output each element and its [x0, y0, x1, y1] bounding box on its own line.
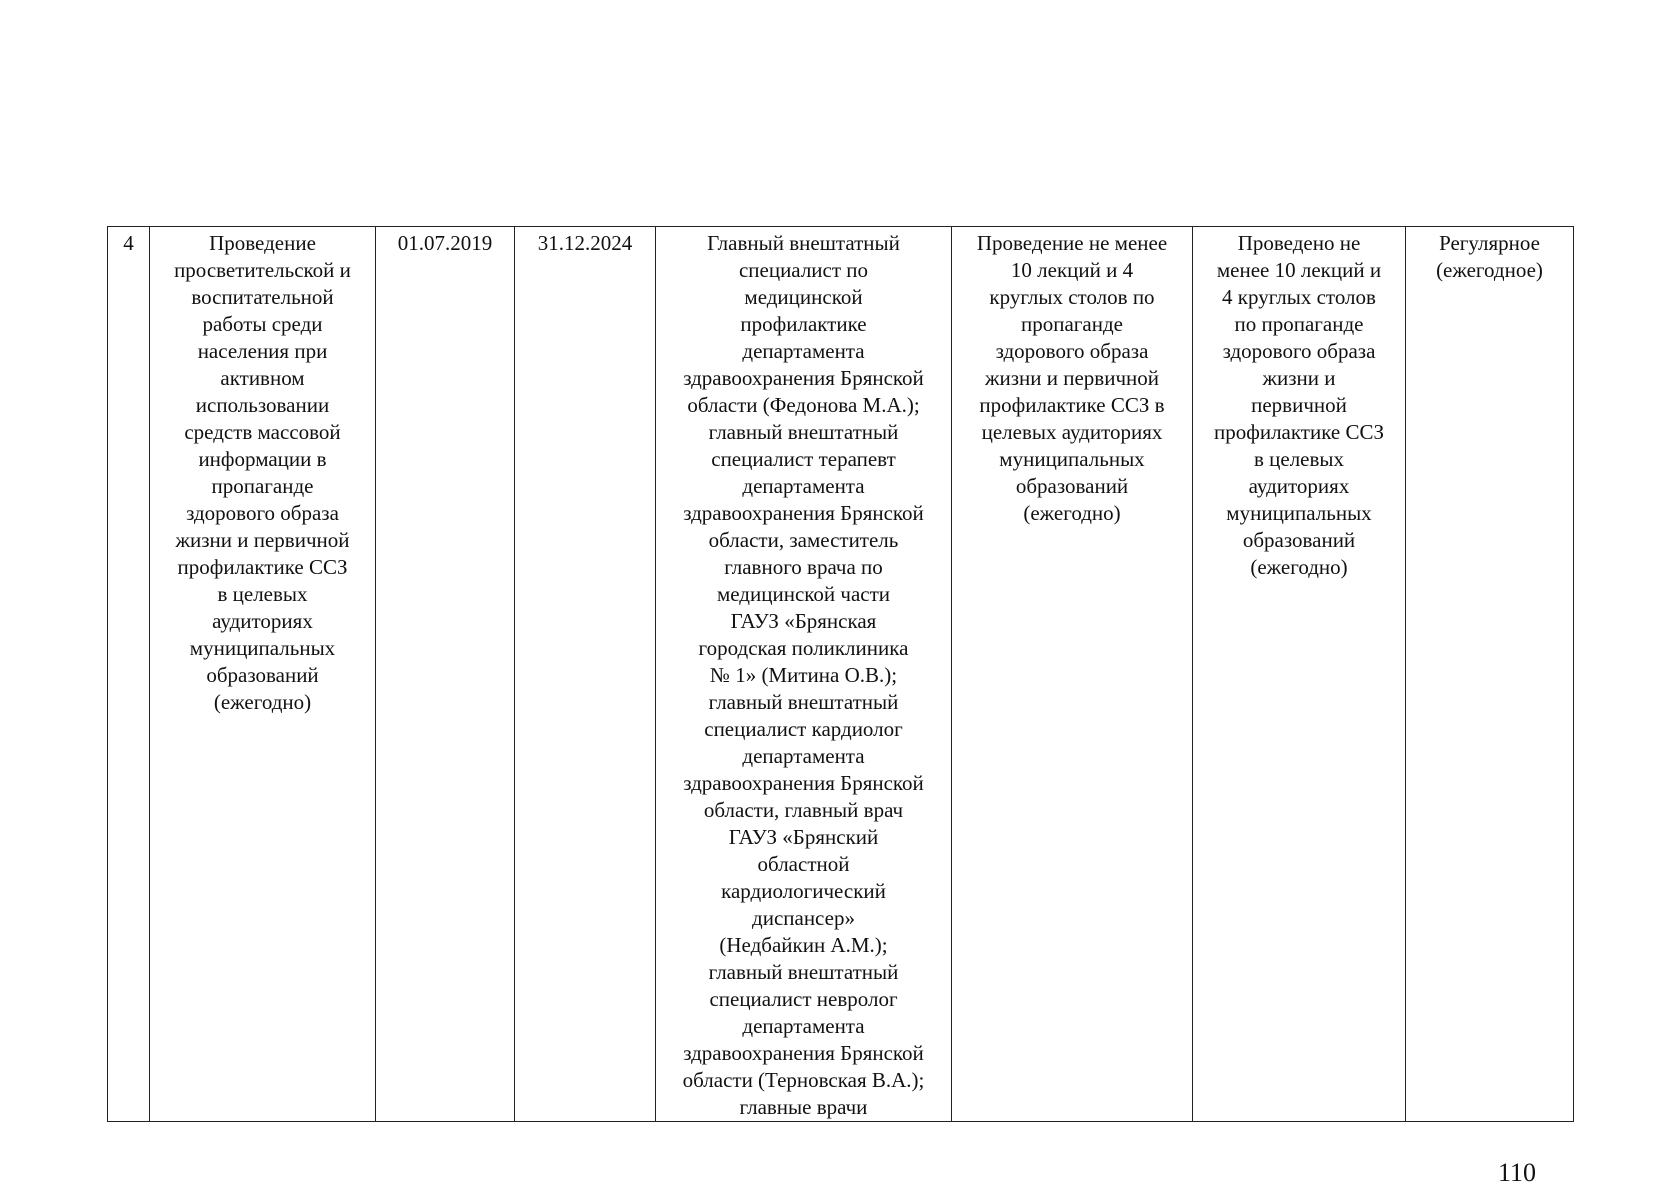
responsible-cell — [656, 227, 952, 1122]
control-point-text: Проведено не менее 10 лекций и 4 круглых столов по пропаганде здорового образа жизни и первичной профилактике ССЗ в целевых аудиториях муниципальных образований (ежегодно) — [1213, 231, 1384, 579]
activity-table — [107, 226, 1574, 1122]
expected-result-text: Проведение не менее 10 лекций и 4 круглых столов по пропаганде здорового образа жизни и первичной профилактике ССЗ в целевых аудиториях муниципальных образований (ежегодно) — [976, 231, 1168, 525]
table-row — [108, 227, 1574, 1122]
periodicity-cell — [1406, 227, 1574, 1122]
control-point-cell — [1193, 227, 1406, 1122]
start-date: 01.07.2019 — [397, 231, 493, 255]
periodicity-text: Регулярное (ежегодное) — [1436, 231, 1543, 282]
expected-result-cell — [952, 227, 1193, 1122]
activity-text: Проведение просветительской и воспитательной работы среди населения при активном использовании средств массовой информации в пропаганде здорового образа жизни и первичной профилактике ССЗ в целевых аудиториях муниципальных образований (ежегодно) — [174, 231, 351, 714]
row-number-cell — [108, 227, 150, 1122]
row-number: 4 — [123, 231, 134, 255]
page-number: 110 — [1498, 1158, 1537, 1187]
responsible-text: Главный внештатный специалист по медицинской профилактике департамента здравоохранения Брянской области (Федонова М.А.); главный внештатный специалист терапевт департамента здравоохранения Брянской области, заместитель главного врача по медицинской части ГАУЗ «Брянская городская поликлиника № 1» (Митина О.В.); главный внештатный специалист кардиолог департамента здравоохранения Брянской области, главный врач ГАУЗ «Брянский областной кардиологический диспансер» (Недбайкин А.М.); главный внештатный специалист невролог департамента здравоохранения Брянской области (Терновская В.А.); главные врачи — [682, 231, 925, 1119]
end-date-cell — [515, 227, 656, 1122]
end-date: 31.12.2024 — [537, 231, 633, 255]
start-date-cell — [376, 227, 515, 1122]
activity-cell — [150, 227, 376, 1122]
